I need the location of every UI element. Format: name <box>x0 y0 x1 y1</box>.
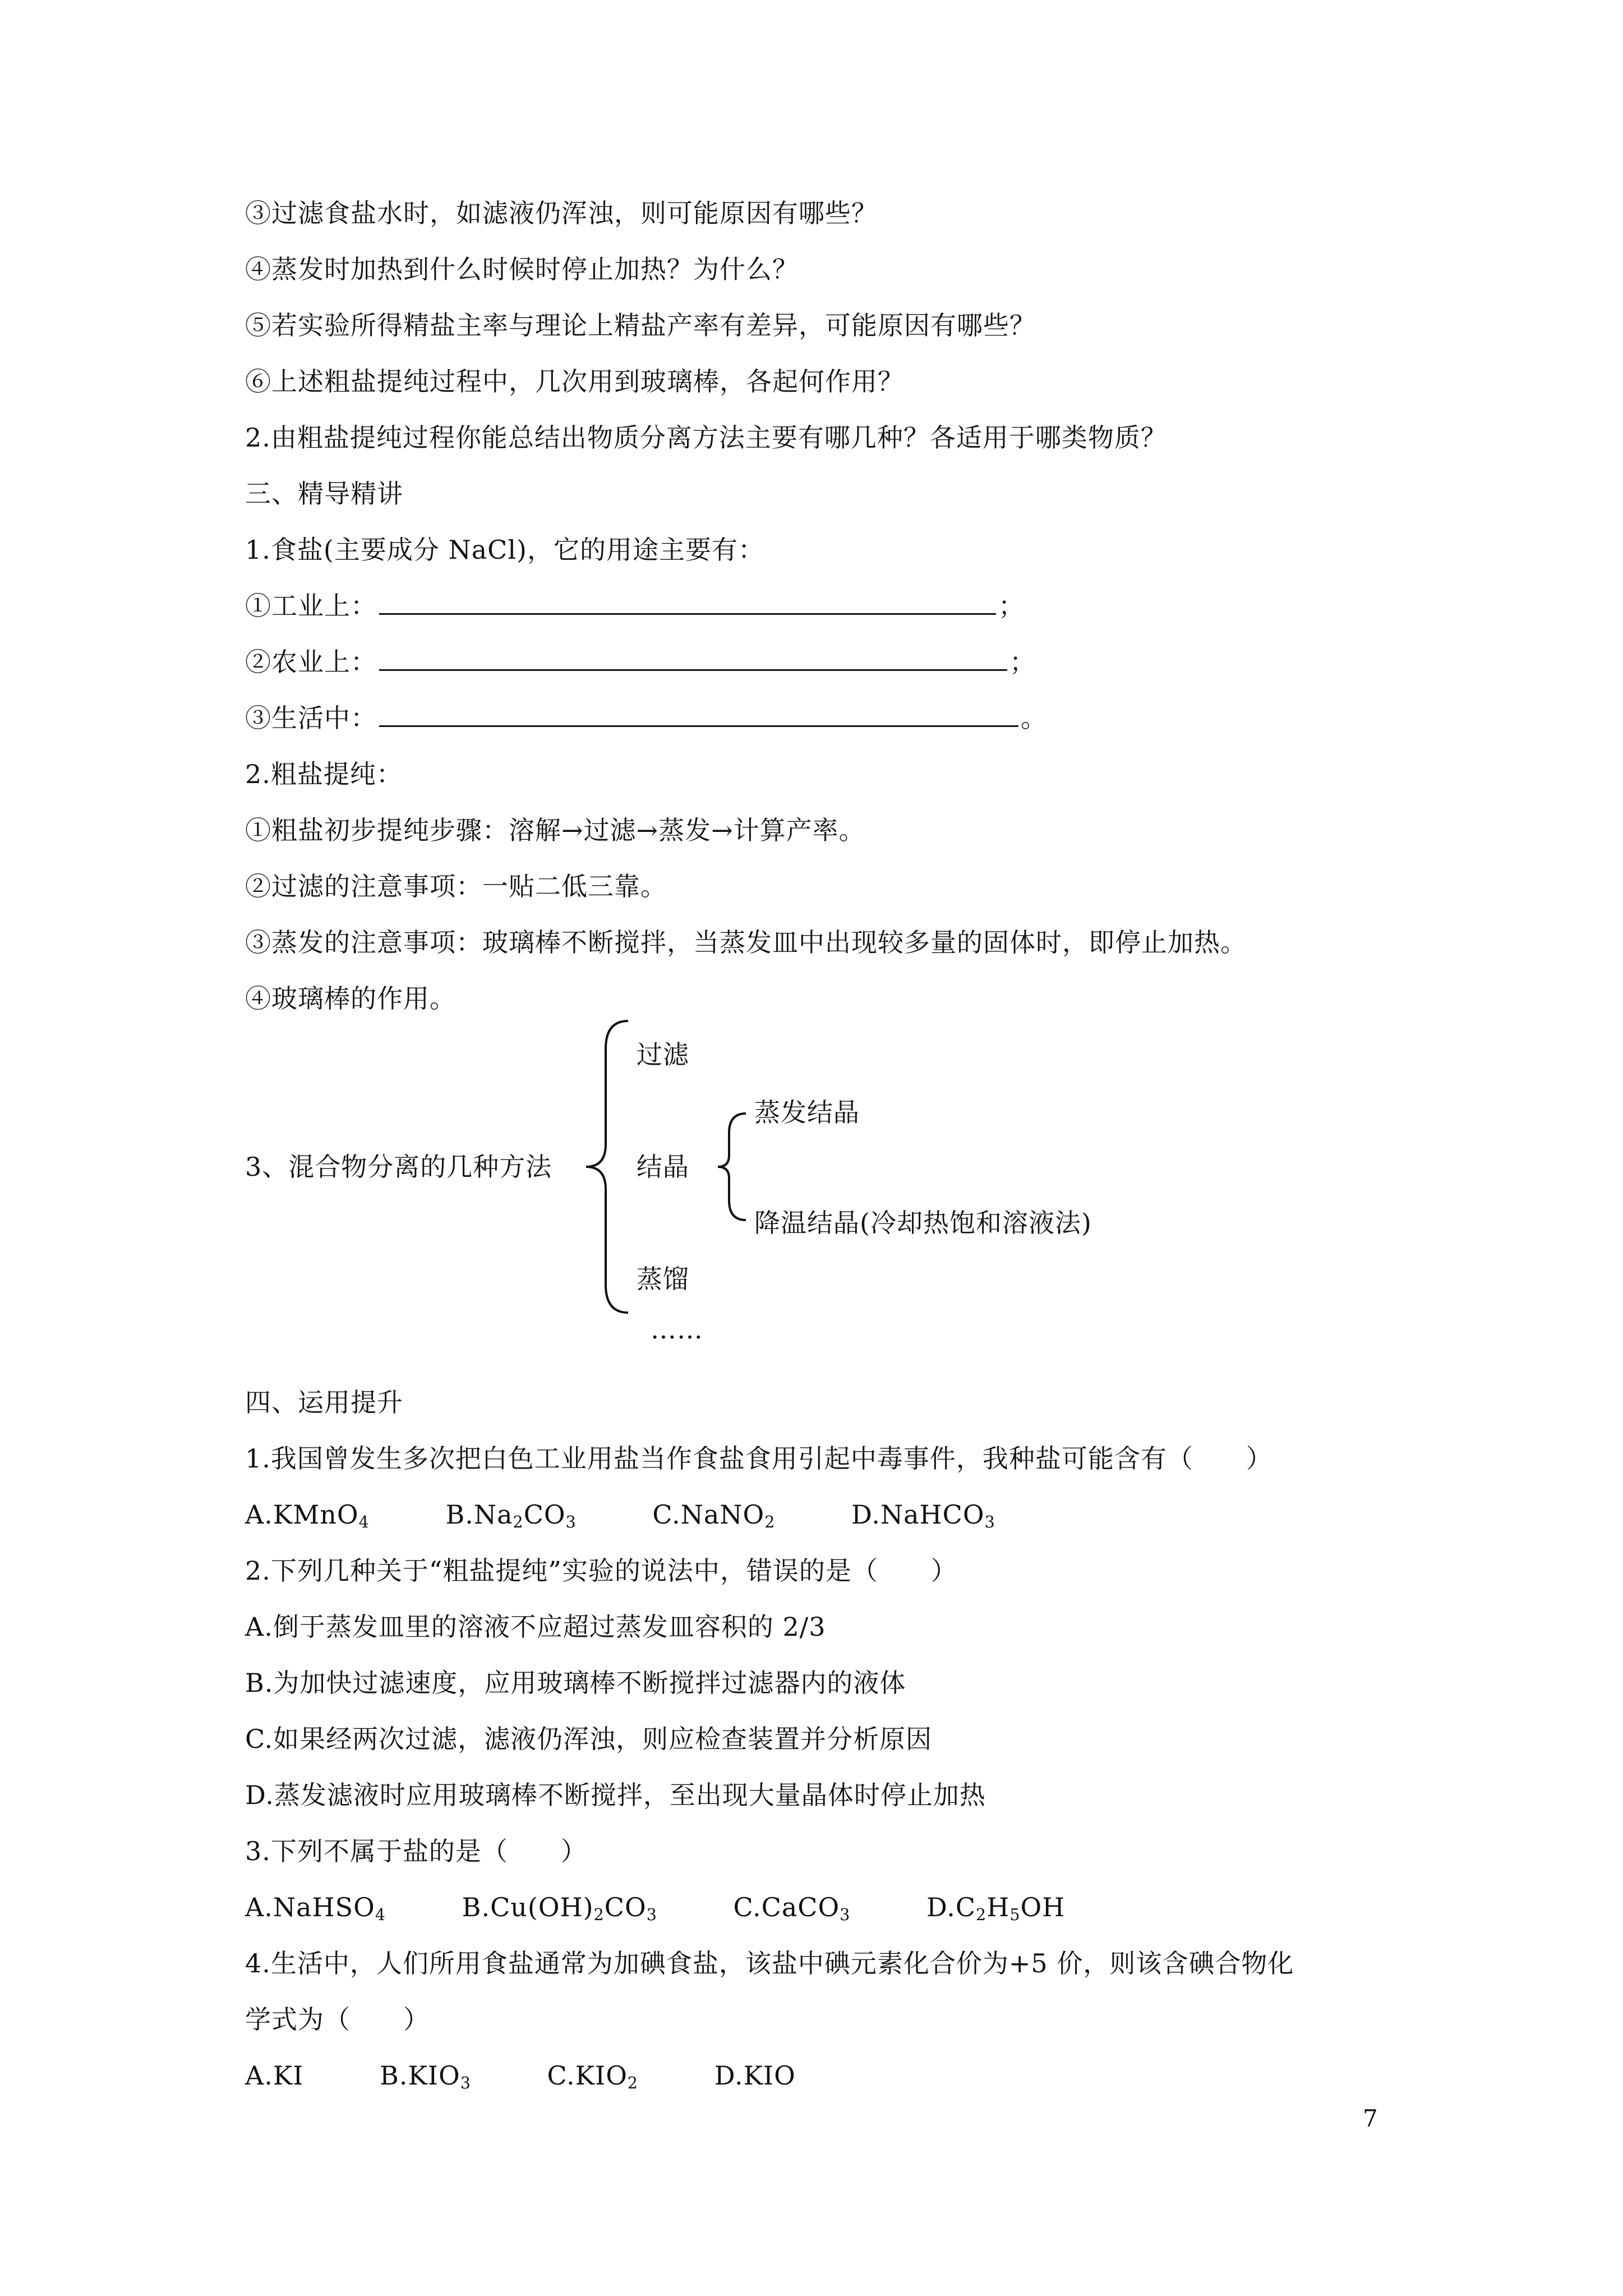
method-ellipsis: …… <box>651 1314 703 1345</box>
step-line: ①粗盐初步提纯步骤：溶解→过滤→蒸发→计算产率。 <box>245 815 865 845</box>
method-filter: 过滤 <box>637 1039 689 1070</box>
page-number: 7 <box>1363 2105 1378 2132</box>
option-d[interactable]: $D.C_2H_5OH$ <box>926 1892 1066 1925</box>
question-line: 2.由粗盐提纯过程你能总结出物质分离方法主要有哪几种？各适用于哪类物质？ <box>245 422 1167 453</box>
question-stem: 1.我国曾发生多次把白色工业用盐当作食盐食用引起中毒事件，我种盐可能含有（ ） <box>245 1443 1272 1474</box>
blank-label: ①工业上： <box>245 591 377 621</box>
option-c[interactable]: $C.KIO_2$ <box>547 2060 639 2093</box>
diagram-label: 3、混合物分离的几种方法 <box>245 1152 552 1182</box>
option-c[interactable]: C.CaCO$_3$ <box>733 1892 851 1925</box>
option-a[interactable]: A.KI <box>245 2060 304 2091</box>
option-a[interactable]: A.NaHSO$_4$ <box>245 1892 386 1925</box>
option-c[interactable]: C.如果经两次过滤，滤液仍浑浊，则应检查装置并分析原因 <box>245 1724 933 1754</box>
option-c[interactable]: C.NaNO$_2$ <box>652 1499 776 1532</box>
question-stem-cont: 学式为（ ） <box>245 2004 430 2035</box>
section-heading: 四、运用提升 <box>245 1387 403 1418</box>
option-b[interactable]: $B.Na_2CO_3$ <box>445 1499 577 1532</box>
question-line: ③过滤食盐水时，如滤液仍浑浊，则可能原因有哪些？ <box>245 198 878 228</box>
option-b[interactable]: $B.KIO_3$ <box>380 2060 471 2093</box>
question-line: ⑥上述粗盐提纯过程中，几次用到玻璃棒，各起何作用？ <box>245 366 904 397</box>
option-b[interactable]: $B.Cu(OH)_2CO_3$ <box>462 1892 657 1925</box>
method-distill: 蒸馏 <box>637 1264 689 1294</box>
question-line: ⑤若实验所得精盐主率与理论上精盐产率有差异，可能原因有哪些？ <box>245 310 1036 341</box>
method-crystal: 结晶 <box>637 1152 689 1182</box>
question-stem: 2.下列几种关于“粗盐提纯”实验的说法中，错误的是（ ） <box>245 1556 957 1586</box>
item-line: 1.食盐(主要成分 NaCl)，它的用途主要有： <box>245 535 764 565</box>
option-d[interactable]: D.KIO <box>714 2060 796 2091</box>
method-evap-crystal: 蒸发结晶 <box>754 1097 860 1128</box>
blank-label: ②农业上： <box>245 647 377 677</box>
option-d[interactable]: D.蒸发滤液时应用玻璃棒不断搅拌，至出现大量晶体时停止加热 <box>245 1780 986 1810</box>
option-b[interactable]: B.为加快过滤速度，应用玻璃棒不断搅拌过滤器内的液体 <box>245 1668 906 1698</box>
blank-end: ； <box>998 591 1025 621</box>
large-brace <box>586 1021 628 1313</box>
options-line <box>245 2059 796 2092</box>
question-stem: 3.下列不属于盐的是（ ） <box>245 1836 587 1866</box>
step-line: ④玻璃棒的作用。 <box>245 983 456 1014</box>
option-d[interactable]: D.NaHCO$_3$ <box>851 1499 995 1532</box>
step-line: ②过滤的注意事项：一贴二低三靠。 <box>245 871 667 901</box>
blank-end: 。 <box>1021 703 1047 733</box>
step-line: ③蒸发的注意事项：玻璃棒不断搅拌，当蒸发皿中出现较多量的固体时，即停止加热。 <box>245 927 1247 958</box>
option-a[interactable]: A.KMnO$_4$ <box>245 1499 370 1532</box>
section-heading: 三、精导精讲 <box>245 478 403 509</box>
question-stem: 4.生活中，人们所用食盐通常为加碘食盐，该盐中碘元素化合价为+5 价，则该含碘合物化 <box>245 1948 1294 1978</box>
small-brace <box>718 1114 746 1220</box>
item-line: 2.粗盐提纯： <box>245 759 403 789</box>
method-cool-crystal: 降温结晶(冷却热饱和溶液法) <box>754 1208 1092 1238</box>
blank-end: ； <box>1009 647 1036 677</box>
blank-label: ③生活中： <box>245 703 377 733</box>
options-line <box>245 1498 995 1531</box>
options-line <box>245 1890 1065 1924</box>
question-line: ④蒸发时加热到什么时候时停止加热？为什么？ <box>245 254 799 284</box>
option-a[interactable]: A.倒于蒸发皿里的溶液不应超过蒸发皿容积的 2/3 <box>245 1612 826 1642</box>
